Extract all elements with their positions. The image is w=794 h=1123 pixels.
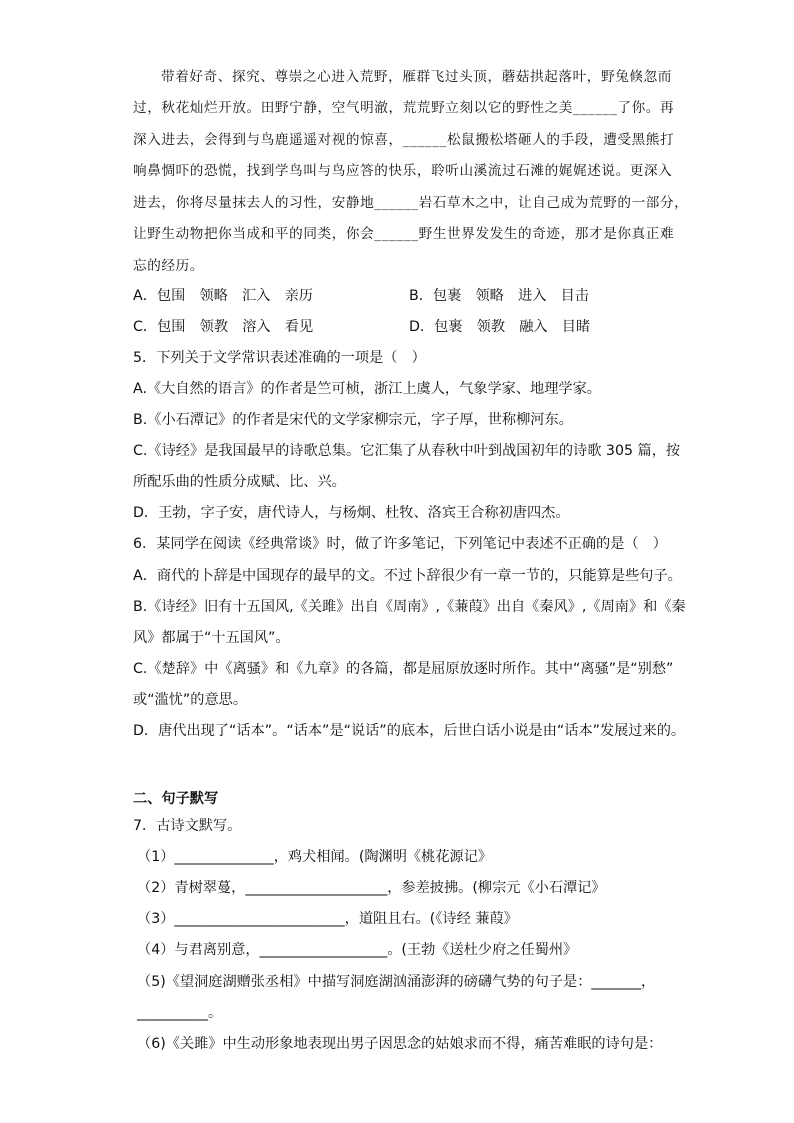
q6-stem: 6．某同学在阅读《经典常谈》时，做了许多笔记，下列笔记中表述不正确的是（ ）: [133, 536, 667, 552]
q6-option-b-line-2: 风》都属于“十五国风”。: [133, 630, 290, 646]
q5-option-c-line-1: C.《诗经》是我国最早的诗歌总集。它汇集了从春秋中叶到战国初年的诗歌 305 篇，按: [133, 443, 681, 459]
q6-option-a: A．商代的卜辞是中国现存的最早的文。不过卜辞很少有一章一节的，只能算是些句子。: [133, 568, 682, 584]
q7-item-2: （2）青树翠蔓，____________________，参差披拂。(柳宗元《小石潭记》: [137, 880, 606, 896]
passage-line-4: 响鼻惆吓的恐慌，找到学鸟叫与鸟应答的快乐，聆听山溪流过石滩的娓娓述说。更深入: [133, 163, 673, 179]
passage-line-7: 忘的经历。: [133, 258, 204, 274]
q5-option-d: D．王勃，字子安，唐代诗人，与杨炯、杜牧、洛宾王合称初唐四杰。: [133, 505, 570, 521]
q4-option-a: A．包围 领略 汇入 亲历: [133, 288, 313, 304]
q5-option-c-line-2: 所配乐曲的性质分成赋、比、兴。: [133, 474, 346, 490]
q7-item-4: （4）与君离别意，__________________。(王勃《送杜少府之任蜀州》: [137, 942, 578, 958]
q7-item-6: （6)《关雎》中生动形象地表现出男子因思念的姑娘求而不得，痛苦难眠的诗句是：: [137, 1036, 663, 1052]
passage-line-6: 让野生动物把你当成和平的同类，你会______野生世界发发生的奇迹，那才是你真正难: [133, 226, 675, 242]
q7-item-5-line-2: __________。: [137, 1005, 223, 1021]
section-title: 二、句子默写: [133, 791, 219, 807]
q6-option-b-line-1: B.《诗经》旧有十五国风,《关雎》出自《周南》,《蒹葭》出自《秦风》,《周南》和《秦: [133, 599, 686, 615]
q7-item-3: （3）________________________，道阻且右。(《诗经 蒹葭》: [137, 911, 518, 927]
q6-option-d: D．唐代出现了“话本”。“话本”是“说话”的底本，后世白话小说是由“话本”发展过来的。: [133, 723, 686, 739]
passage-line-2: 过，秋花灿烂开放。田野宁静，空气明澈，荒荒野立刻以它的野性之美______了你。再: [133, 100, 675, 116]
q6-option-c-line-2: 或“滥忧”的意思。: [133, 692, 248, 708]
q4-option-d: D．包裹 领教 融入 目睹: [409, 319, 591, 335]
passage-line-1: 带着好奇、探究、尊崇之心进入荒野，雁群飞过头顶，蘑菇拱起落叶，野兔倏忽而: [161, 69, 672, 85]
q7-stem: 7．古诗文默写。: [133, 818, 242, 834]
q5-option-a: A.《大自然的语言》的作者是竺可桢，浙江上虞人，气象学家、地理学家。: [133, 381, 601, 397]
q6-option-c-line-1: C.《楚辞》中《离骚》和《九章》的各篇，都是屈原放逐时所作。其中“离骚”是“别愁”: [133, 661, 674, 677]
q7-item-1: （1）______________，鸡犬相闻。(陶渊明《桃花源记》: [137, 849, 493, 865]
q5-option-b: B.《小石潭记》的作者是宋代的文学家柳宗元，字子厚，世称柳河东。: [133, 412, 573, 428]
q4-option-c: C．包围 领教 溶入 看见: [133, 319, 314, 335]
q4-option-b: B．包裹 领略 进入 目击: [409, 288, 589, 304]
passage-line-3: 深入进去，会得到与鸟鹿遥遥对视的惊喜，______松鼠搬松塔砸人的手段，遭受黑熊打: [133, 132, 675, 148]
q7-item-5-line-1: （5)《望洞庭湖赠张丞相》中描写洞庭湖汹涌澎湃的磅礴气势的句子是：_______，: [137, 974, 656, 990]
passage-line-5: 进去，你将尽量抹去人的习性，安静地______岩石草木之中，让自己成为荒野的一部分，: [133, 195, 689, 211]
q5-stem: 5．下列关于文学常识表述准确的一项是（ ）: [133, 350, 426, 366]
